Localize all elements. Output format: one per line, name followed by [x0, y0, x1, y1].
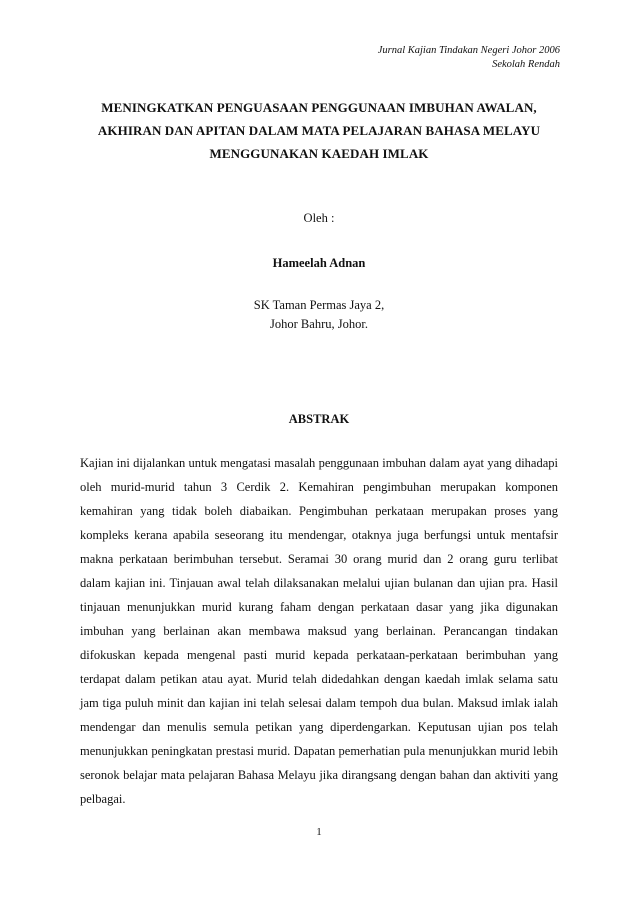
- journal-name: Jurnal Kajian Tindakan Negeri Johor 2006: [377, 45, 560, 56]
- title-line-1: MENINGKATKAN PENGUASAAN PENGGUNAAN IMBUHAN AWALAN,: [101, 100, 537, 115]
- school-level: Sekolah Rendah: [492, 59, 560, 70]
- page-number: 1: [316, 826, 322, 838]
- abstract-body: [80, 451, 558, 811]
- affiliation-line-2: Johor Bahru, Johor.: [270, 317, 368, 331]
- running-head: [378, 44, 560, 72]
- abstract-heading: ABSTRAK: [288, 412, 350, 426]
- abstract-paragraph: Kajian ini dijalankan untuk mengatasi masalah penggunaan imbuhan dalam ayat yang dihadapi oleh murid-murid tahun 3 Cerdik 2. Kemahiran pengimbuhan merupakan komponen kemahiran yang tidak boleh diabaikan. Pengimbuhan perkataan merupakan proses yang kompleks kerana apabila seseorang itu mendengar, otaknya juga berfungsi untuk mentafsir makna perkataan berimbuhan tersebut. Seramai 30 orang murid dan 2 orang guru terlibat dalam kajian ini. Tinjauan awal telah dilaksanakan melalui ujian bulanan dan ujian pra. Hasil tinjauan menunjukkan murid kurang faham dengan perkataan dasar yang jika digunakan imbuhan yang berlainan akan membawa maksud yang berlainan. Perancangan tindakan difokuskan kepada mengenal pasti murid kepada perkataan-perkataan berimbuhan yang terdapat dalam petikan atau ayat. Murid telah didedahkan dengan kaedah imlak selama satu jam tiga puluh minit dan kajian ini telah selesai dalam tempoh dua bulan. Maksud imlak ialah mendengar dan menulis semula petikan yang diperdengarkan. Keputusan ujian pos telah menunjukkan peningkatan prestasi murid. Dapatan pemerhatian pula menunjukkan murid lebih seronok belajar mata pelajaran Bahasa Melayu jika dirangsang dengan bahan dan aktiviti yang pelbagai.: [80, 456, 558, 806]
- title-line-3: MENGGUNAKAN KAEDAH IMLAK: [209, 146, 429, 161]
- title-line-2: AKHIRAN DAN APITAN DALAM MATA PELAJARAN BAHASA MELAYU: [97, 123, 541, 138]
- paper-title: [80, 96, 558, 165]
- byline-label: Oleh :: [303, 211, 335, 225]
- affiliation-line-1: SK Taman Permas Jaya 2,: [253, 298, 385, 312]
- author-name: Hameelah Adnan: [272, 256, 366, 270]
